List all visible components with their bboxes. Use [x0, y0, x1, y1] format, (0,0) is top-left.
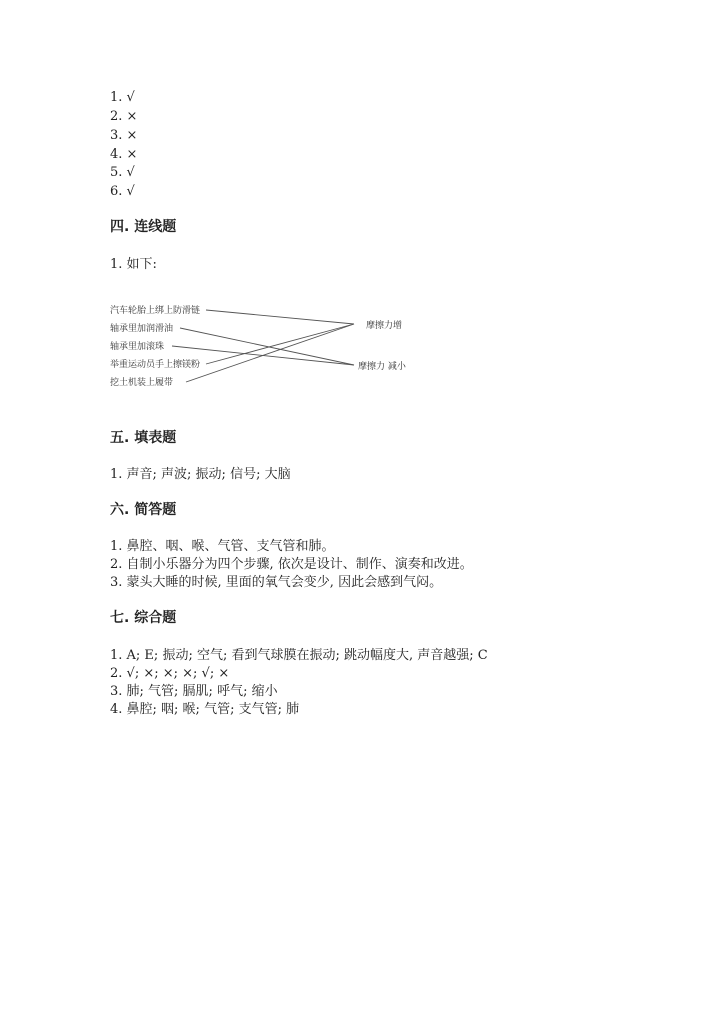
answer-line: 6. √ [110, 184, 135, 199]
connector-line [180, 328, 354, 365]
connector-line [206, 310, 354, 324]
section-title-fill-table: 五. 填表题 [110, 430, 177, 446]
matching-answer-label: 1. 如下: [110, 257, 157, 272]
section-title-matching: 四. 连线题 [110, 219, 177, 235]
comprehensive-answer-line: 3. 肺; 气管; 膈肌; 呼气; 缩小 [110, 684, 278, 699]
left-item: 举重运动员手上擦镁粉 [110, 360, 201, 370]
right-item: 摩擦力增 [366, 321, 403, 331]
answer-line: 5. √ [110, 165, 135, 180]
short-answer-line: 3. 蒙头大睡的时候, 里面的氧气会变少, 因此会感到气闷。 [110, 575, 443, 590]
section-title-short-answer: 六. 简答题 [110, 502, 177, 518]
short-answer-line: 2. 自制小乐器分为四个步骤, 依次是设计、制作、演奏和改进。 [110, 557, 473, 572]
connector-line [186, 324, 354, 382]
comprehensive-answer-line: 2. √; ×; ×; ×; √; × [110, 666, 230, 681]
answer-line: 1. √ [110, 90, 135, 105]
left-item: 汽车轮胎上绑上防滑链 [110, 306, 201, 316]
connector-line [206, 324, 354, 364]
answer-line: 4. × [110, 147, 138, 162]
left-item: 挖土机装上履带 [110, 378, 174, 388]
comprehensive-answer-line: 4. 鼻腔; 咽; 喉; 气管; 支气管; 肺 [110, 702, 300, 717]
matching-figure [100, 296, 430, 396]
left-item: 轴承里加润滑油 [110, 324, 174, 334]
fill-table-answer: 1. 声音; 声波; 振动; 信号; 大脑 [110, 467, 291, 482]
comprehensive-answer-line: 1. A; E; 振动; 空气; 看到气球膜在振动; 跳动幅度大, 声音越强; C [110, 648, 488, 663]
left-item: 轴承里加滚珠 [110, 342, 165, 352]
answer-line: 2. × [110, 109, 138, 124]
short-answer-line: 1. 鼻腔、咽、喉、气管、支气管和肺。 [110, 539, 335, 554]
answer-line: 3. × [110, 128, 138, 143]
right-item: 摩擦力 减小 [358, 362, 406, 372]
section-title-comprehensive: 七. 综合题 [110, 610, 177, 626]
